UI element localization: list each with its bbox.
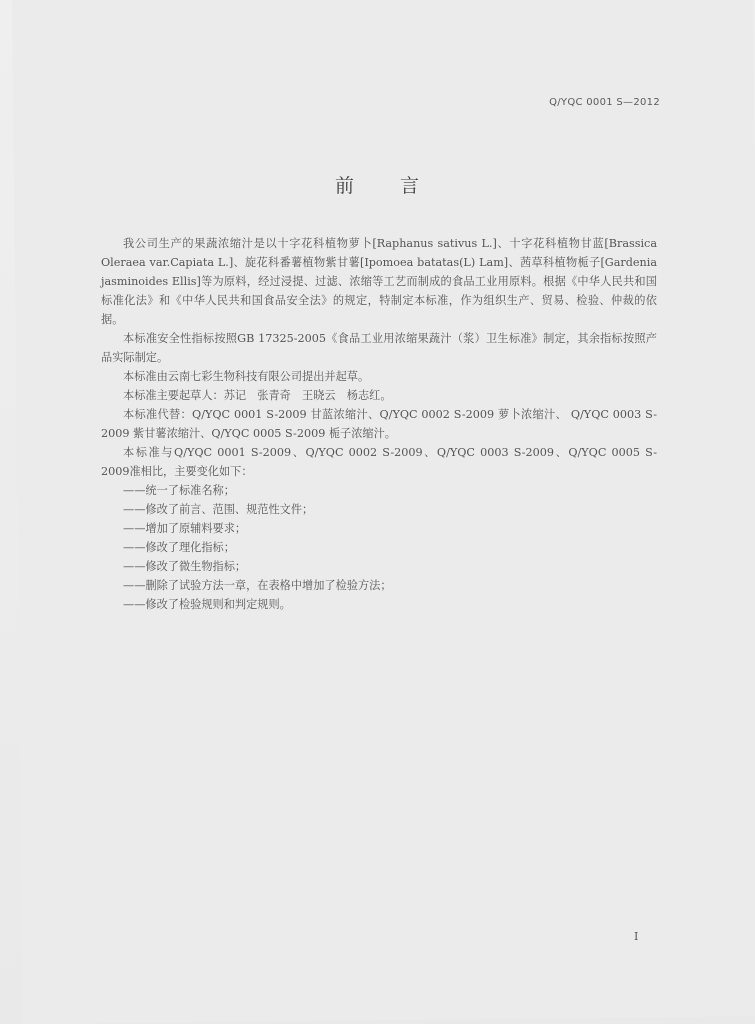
page-number: I: [634, 930, 639, 943]
page-title: 前 言: [335, 175, 440, 197]
change-item: ——修改了微生物指标；: [123, 560, 247, 573]
standard-code: Q/YQC 0001 S—2012: [549, 97, 660, 108]
change-item: ——修改了检验规则和判定规则。: [123, 598, 291, 611]
change-item: ——统一了标准名称；: [123, 484, 235, 497]
paragraph-proposer: 本标准由云南七彩生物科技有限公司提出并起草。: [123, 370, 370, 383]
paragraph-drafters: 本标准主要起草人：苏记 张青奇 王晓云 杨志红。: [123, 389, 392, 402]
change-item: ——修改了前言、范围、规范性文件；: [123, 503, 314, 516]
paragraph-intro: 我公司生产的果蔬浓缩汁是以十字花科植物萝卜[Raphanus sativus L.]、十字花科植物甘蓝[Brassica Oleraea var.Capiata L.]、旋花科番薯植物紫甘薯[Ipomoea batatas(L) Lam]、茜草科植物栀子[Gardenia jasminoides Ellis]等为原料，经过浸提、过滤、浓缩等工艺而制成的食品工业用原料。根据《中华人民共和国标准化法》和《中华人民共和国食品安全法》的规定，特制定本标准，作为组织生产、贸易、检验、仲裁的依据。: [101, 237, 657, 326]
paragraph-changes-intro: 本标准与Q/YQC 0001 S-2009、Q/YQC 0002 S-2009、Q/YQC 0003 S-2009、Q/YQC 0005 S-2009准相比，主要变化如下：: [101, 446, 657, 478]
paragraph-safety: 本标准安全性指标按照GB 17325-2005《食品工业用浓缩果蔬汁（浆）卫生标准》制定，其余指标按照产品实际制定。: [101, 332, 657, 364]
change-item: ——删除了试验方法一章，在表格中增加了检验方法；: [123, 579, 392, 592]
foreword-body: [101, 234, 657, 614]
change-item: ——修改了理化指标；: [123, 541, 235, 554]
change-item: ——增加了原辅料要求；: [123, 522, 247, 535]
paragraph-replaces: 本标准代替：Q/YQC 0001 S-2009 甘蓝浓缩汁、Q/YQC 0002 S-2009 萝卜浓缩汁、 Q/YQC 0003 S-2009 紫甘薯浓缩汁、Q/YQC 0005 S-2009 栀子浓缩汁。: [101, 408, 657, 440]
